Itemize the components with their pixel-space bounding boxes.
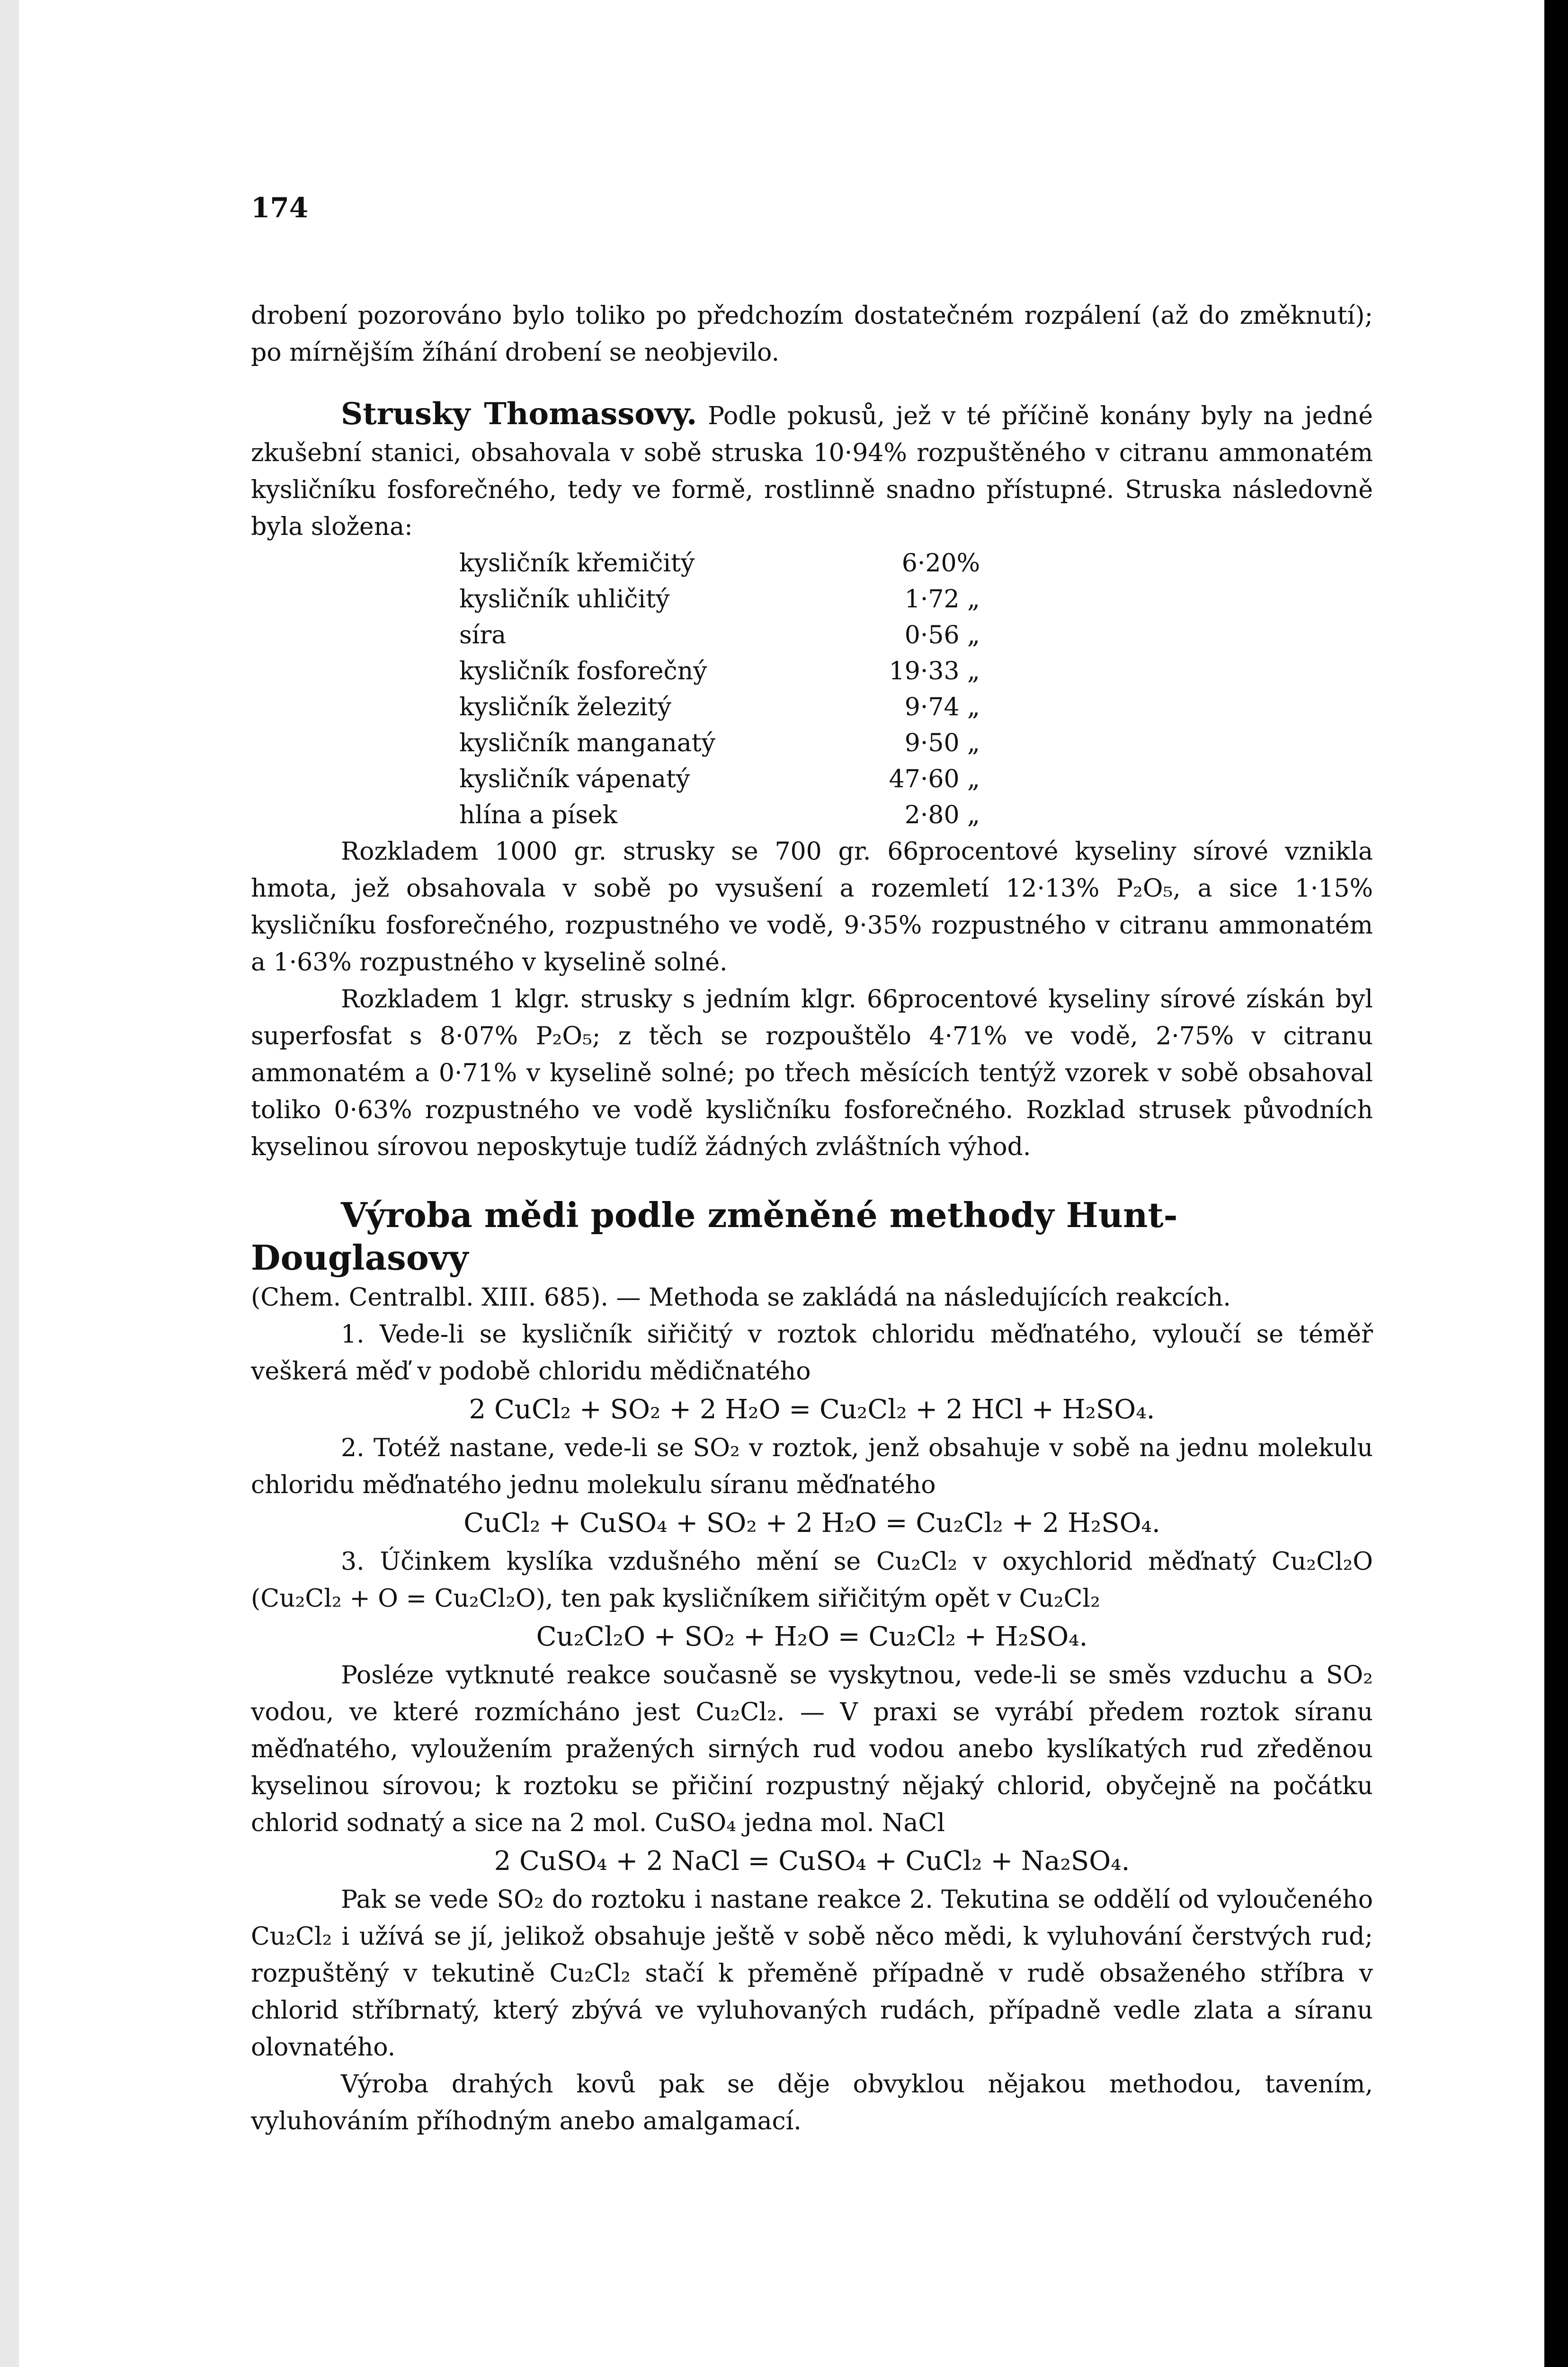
component-value: 47·60 „: [889, 765, 980, 793]
component-name: kysličník vápenatý: [459, 765, 690, 793]
rozklad-paragraph-1: Rozkladem 1000 gr. strusky se 700 gr. 66procentové kyseliny sírové vznikla hmota, jež obsahovala v sobě po vysušení a rozemletí 12·13% P₂O₅, a sice 1·15% kysličníku fosforečného, rozpustného ve vodě, 9·35% rozpustného v citranu ammonatém a 1·63% rozpustného v kyselině solné.: [251, 837, 1373, 977]
strusky-text: Podle pokusů, jež v té příčině konány byly na jedné zkušební stanici, obsahovala v sobě struska 10·94% rozpuštěného v citranu ammonatém kysličníku fosforečného, tedy ve formě, rostlinně snadno přístupné. Struska následovně byla složena:: [251, 402, 1373, 541]
component-value: 9·74 „: [904, 693, 980, 721]
reaction-item-1: 1. Vede-li se kysličník siřičitý v roztok chloridu měďnatého, vyloučí se téměř veškerá měď v podobě chloridu mědičnatého: [251, 1320, 1373, 1386]
component-name: kysličník železitý: [459, 693, 671, 721]
table-row: [459, 617, 980, 653]
section-heading-vyroba: Výroba mědi podle změněné methody Hunt-Douglasovy: [251, 1195, 1178, 1278]
reaction-item-3: 3. Účinkem kyslíka vzdušného mění se Cu₂Cl₂ v oxychlorid měďnatý Cu₂Cl₂O (Cu₂Cl₂ + O = Cu₂Cl₂O), ten pak kysličníkem siřičitým opět v Cu₂Cl₂: [251, 1548, 1373, 1613]
component-value: 9·50 „: [904, 729, 980, 757]
equation-4: 2 CuSO₄ + 2 NaCl = CuSO₄ + CuCl₂ + Na₂SO₄.: [494, 1846, 1130, 1877]
table-row: [459, 653, 980, 689]
scan-edge: [0, 0, 19, 2367]
composition-table: [459, 545, 980, 833]
final-paragraph: Výroba drahých kovů pak se děje obvyklou nějakou methodou, tavením, vyluhováním příhodným anebo amalgamací.: [251, 2070, 1373, 2136]
component-value: 0·56 „: [904, 621, 980, 650]
table-row: [459, 581, 980, 617]
equation-1: 2 CuCl₂ + SO₂ + 2 H₂O = Cu₂Cl₂ + 2 HCl + H₂SO₄.: [469, 1394, 1155, 1425]
reaction-item-2: 2. Totéž nastane, vede-li se SO₂ v roztok, jenž obsahuje v sobě na jednu molekulu chloridu měďnatého jednu molekulu síranu měďnatého: [251, 1434, 1373, 1499]
component-value: 19·33 „: [889, 657, 980, 685]
component-name: kysličník fosforečný: [459, 657, 707, 685]
component-value: 1·72 „: [904, 585, 980, 614]
component-name: kysličník manganatý: [459, 729, 715, 757]
strusky-paragraph: [251, 396, 1373, 545]
page-number: 174: [251, 192, 309, 224]
table-row: [459, 725, 980, 761]
table-row: [459, 689, 980, 725]
pak-paragraph: Pak se vede SO₂ do roztoku i nastane reakce 2. Tekutina se oddělí od vyloučeného Cu₂Cl₂ i užívá se jí, jelikož obsahuje ještě v sobě něco mědi, k vyluhování čerstvých rud; rozpuštěný v tekutině Cu₂Cl₂ stačí k přeměně případně v rudě obsaženého stříbra v chlorid stříbrnatý, který zbývá ve vyluhovaných rudách, případně vedle zlata a síranu olovnatého.: [251, 1886, 1373, 2062]
table-row: [459, 761, 980, 797]
equation-3: Cu₂Cl₂O + SO₂ + H₂O = Cu₂Cl₂ + H₂SO₄.: [536, 1621, 1088, 1652]
intro-paragraph: drobení pozorováno bylo toliko po předchozím dostatečném rozpálení (až do změknutí); po mírnějším žíhání drobení se neobjevilo.: [251, 302, 1373, 367]
scan-border: [1544, 0, 1568, 2367]
component-value: 6·20%: [901, 549, 980, 578]
table-row: [459, 797, 980, 833]
equation-2: CuCl₂ + CuSO₄ + SO₂ + 2 H₂O = Cu₂Cl₂ + 2 H₂SO₄.: [463, 1508, 1160, 1539]
component-name: síra: [459, 621, 507, 650]
page-body: [251, 189, 1373, 2140]
component-name: kysličník uhličitý: [459, 585, 670, 614]
vyroba-source: (Chem. Centralbl. XIII. 685). — Methoda se zakládá na následujících reakcích.: [251, 1283, 1231, 1312]
component-value: 2·80 „: [904, 801, 980, 829]
component-name: hlína a písek: [459, 801, 618, 829]
posleze-paragraph: Posléze vytknuté reakce současně se vyskytnou, vede-li se směs vzduchu a SO₂ vodou, ve které rozmícháno jest Cu₂Cl₂. — V praxi se vyrábí předem roztok síranu měďnatého, vyloužením pražených sirných rud vodou anebo kyslíkatých rud zředěnou kyselinou sírovou; k roztoku se přičiní rozpustný nějaký chlorid, obyčejně na počátku chlorid sodnatý a sice na 2 mol. CuSO₄ jedna mol. NaCl: [251, 1661, 1373, 1837]
rozklad-paragraph-2: Rozkladem 1 klgr. strusky s jedním klgr. 66procentové kyseliny sírové získán byl superfosfat s 8·07% P₂O₅; z těch se rozpouštělo 4·71% ve vodě, 2·75% v citranu ammonatém a 0·71% v kyselině solné; po třech měsících tentýž vzorek v sobě obsahoval toliko 0·63% rozpustného ve vodě kysličníku fosforečného. Rozklad strusek původních kyselinou sírovou neposkytuje tudíž žádných zvláštních výhod.: [251, 985, 1373, 1161]
table-row: [459, 545, 980, 581]
component-name: kysličník křemičitý: [459, 549, 695, 578]
section-heading-strusky: Strusky Thomassovy.: [341, 396, 697, 432]
